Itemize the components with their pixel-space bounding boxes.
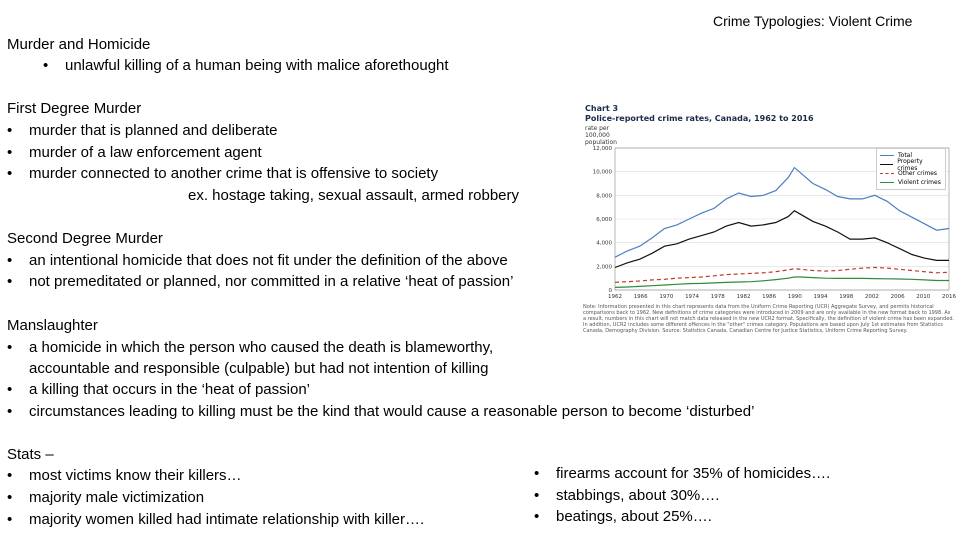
stats-right-bullet-1 <box>534 465 830 482</box>
first-degree-bullet-3 <box>7 165 438 182</box>
murder-heading: Murder and Homicide <box>7 36 151 53</box>
chart-x-tick-label: 1986 <box>762 294 777 300</box>
bullet-dot: • <box>7 165 13 182</box>
murder-definition-text: unlawful killing of a human being with malice aforethought <box>65 57 449 74</box>
first-degree-bullet-text: murder of a law enforcement agent <box>29 144 262 161</box>
chart-series-line-violent-crimes <box>615 277 949 287</box>
bullet-dot: • <box>7 144 13 161</box>
stats-heading: Stats – <box>7 446 54 463</box>
bullet-dot: • <box>7 511 13 528</box>
chart-x-tick-label: 1998 <box>839 294 854 300</box>
bullet-dot: • <box>534 508 540 525</box>
chart-plot <box>583 104 956 304</box>
first-degree-bullet-2 <box>7 144 262 161</box>
legend-label: Violent crimes <box>898 179 941 186</box>
chart-x-tick-label: 1978 <box>710 294 725 300</box>
crime-rate-chart <box>583 104 956 354</box>
chart-x-tick-label: 1962 <box>608 294 622 300</box>
manslaughter-bullet-text: a homicide in which the person who caused the death is blameworthy, <box>29 339 494 356</box>
legend-entry <box>880 169 942 178</box>
chart-notes: Note: Information presented in this chart represents data from the Uniform Crime Reporting (UCR) Aggregate Survey, and permits historical comparisons back to 1962. New definitions of crime categories were introduced in 2009 and are only available in the new format back to 1998. As a result, numbers in this chart will not match data released in the new UCR2 format. Specifically, the definition of violent crime has been expanded. In addition, UCR2 includes some different offences in the "other" crimes category. Populations are based upon July 1st estimates from Statistics Canada, Demography Division. Source: Statistics Canada, Canadian Centre for Justice Statistics, Uniform Crime Reporting Survey. <box>583 304 955 334</box>
stats-right-bullet-3 <box>534 508 712 525</box>
chart-x-tick-label: 1966 <box>633 294 648 300</box>
chart-series-line-other-crimes <box>615 268 949 283</box>
chart-y-tick-label: 6,000 <box>596 217 612 223</box>
legend-label: Property crimes <box>897 157 923 172</box>
chart-x-tick-label: 2006 <box>890 294 905 300</box>
second-degree-bullet-2 <box>7 273 513 290</box>
chart-x-tick-label: 2010 <box>916 294 931 300</box>
bullet-dot: • <box>7 489 13 506</box>
stats-right-text: beatings, about 25%…. <box>556 508 712 525</box>
chart-x-tick-label: 1970 <box>659 294 674 300</box>
manslaughter-bullet-3 <box>7 403 754 420</box>
slide-title: Crime Typologies: Violent Crime <box>713 13 913 29</box>
first-degree-examples: ex. hostage taking, sexual assault, armed robbery <box>188 187 520 204</box>
legend-label: Other crimes <box>898 170 938 177</box>
bullet-dot: • <box>43 57 49 74</box>
chart-x-tick-label: 2002 <box>864 294 879 300</box>
manslaughter-bullet-1-continued: accountable and responsible (culpable) but had not intention of killing <box>29 360 489 377</box>
bullet-dot: • <box>7 273 13 290</box>
stats-right-bullet-2 <box>534 487 719 504</box>
bullet-dot: • <box>7 467 13 484</box>
bullet-dot: • <box>534 465 540 482</box>
bullet-dot: • <box>7 122 13 139</box>
chart-legend <box>876 148 946 190</box>
murder-definition <box>43 57 449 74</box>
stats-left-text: most victims know their killers… <box>29 467 242 484</box>
chart-x-tick-label: 2016 <box>942 294 956 300</box>
stats-left-text: majority women killed had intimate relationship with killer…. <box>29 511 425 528</box>
stats-left-text: majority male victimization <box>29 489 205 506</box>
legend-label: Total <box>898 152 913 159</box>
bullet-dot: • <box>7 381 13 398</box>
first-degree-bullet-text: murder that is planned and deliberate <box>29 122 278 139</box>
stats-left-bullet-2 <box>7 489 204 506</box>
bullet-dot: • <box>7 339 13 356</box>
chart-unit-label: rate per 100,000 population <box>585 125 617 146</box>
legend-entry <box>880 157 942 172</box>
stats-right-text: firearms account for 35% of homicides…. <box>556 465 831 482</box>
manslaughter-bullet-text: circumstances leading to killing must be the kind that would cause a reasonable person to become ‘disturbed’ <box>29 403 755 420</box>
bullet-dot: • <box>7 252 13 269</box>
chart-y-tick-label: 12,000 <box>592 146 612 152</box>
manslaughter-bullet-1 <box>7 339 493 356</box>
chart-y-tick-label: 2,000 <box>596 264 612 271</box>
second-degree-heading: Second Degree Murder <box>7 230 163 247</box>
stats-left-bullet-1 <box>7 467 242 484</box>
legend-swatch <box>880 164 893 165</box>
chart-y-tick-label: 10,000 <box>592 169 612 176</box>
bullet-dot: • <box>534 487 540 504</box>
stats-left-bullet-3 <box>7 511 424 528</box>
bullet-dot: • <box>7 403 13 420</box>
legend-entry <box>880 178 942 187</box>
chart-subtitle: Police-reported crime rates, Canada, 1962 to 2016 <box>585 114 814 123</box>
first-degree-bullet-1 <box>7 122 278 139</box>
legend-swatch <box>880 182 894 183</box>
chart-y-tick-label: 4,000 <box>596 240 612 247</box>
manslaughter-heading: Manslaughter <box>7 317 98 334</box>
chart-x-tick-label: 1990 <box>787 294 802 300</box>
second-degree-bullet-text: an intentional homicide that does not fit under the definition of the above <box>29 252 508 269</box>
chart-x-tick-label: 1994 <box>813 294 828 300</box>
manslaughter-bullet-text: a killing that occurs in the ‘heat of passion’ <box>29 381 310 398</box>
chart-title: Chart 3 <box>585 104 619 113</box>
stats-right-text: stabbings, about 30%…. <box>556 487 720 504</box>
chart-y-tick-label: 0 <box>608 288 612 294</box>
legend-swatch <box>880 173 894 174</box>
manslaughter-bullet-2 <box>7 381 310 398</box>
chart-x-tick-label: 1974 <box>685 294 700 300</box>
second-degree-bullet-1 <box>7 252 508 269</box>
chart-y-tick-label: 8,000 <box>596 193 612 200</box>
legend-swatch <box>880 155 894 156</box>
second-degree-bullet-text: not premeditated or planned, nor committed in a relative ‘heat of passion’ <box>29 273 514 290</box>
chart-x-tick-label: 1982 <box>736 294 751 300</box>
first-degree-heading: First Degree Murder <box>7 100 142 117</box>
first-degree-bullet-text: murder connected to another crime that is offensive to society <box>29 165 439 182</box>
